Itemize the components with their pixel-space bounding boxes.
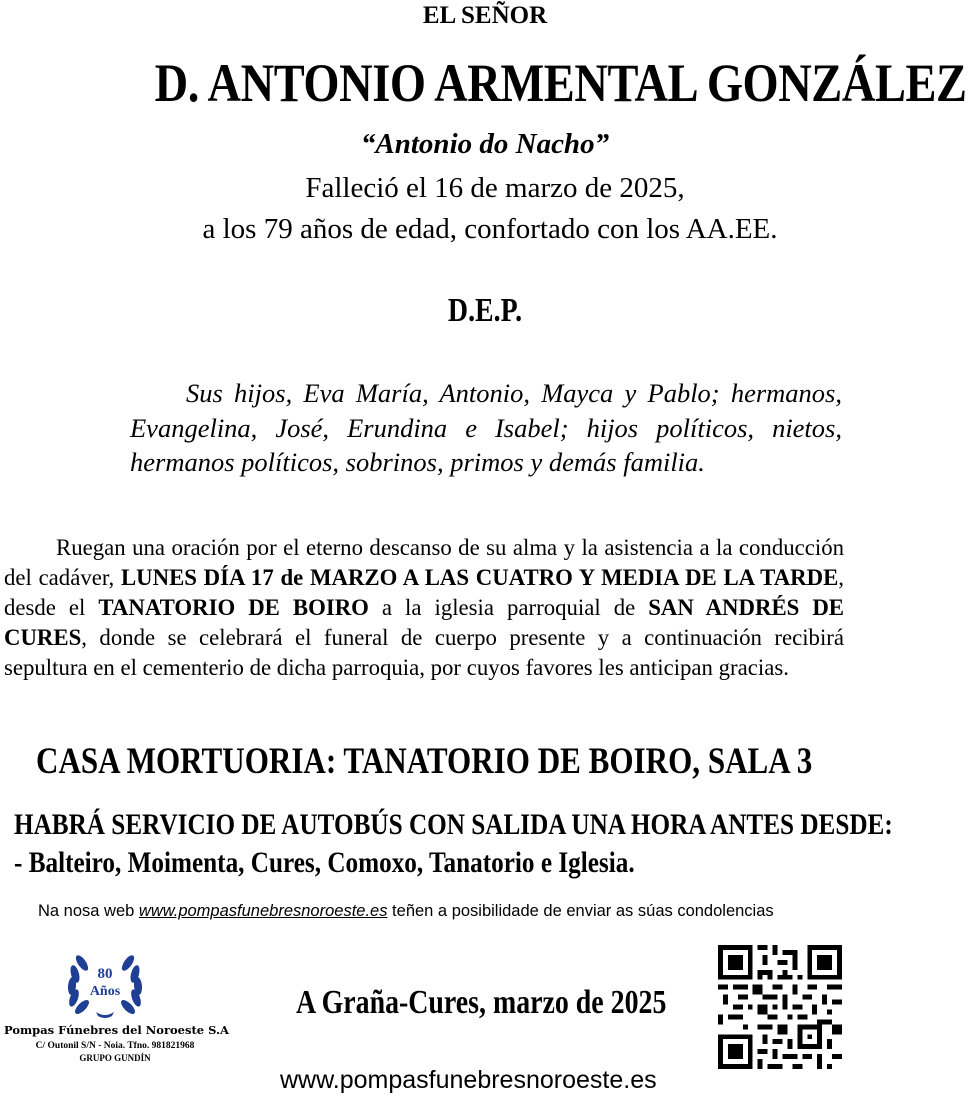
deceased-nickname: “Antonio do Nacho” xyxy=(360,128,610,160)
ceremony-text-1: Ruegan una oración por el eterno descanso de su alma y la asistencia a la conducción del cadáver, xyxy=(4,535,844,590)
death-age: a los 79 años de edad, confortado con los AA.EE. xyxy=(202,213,778,245)
logo-address: C/ Outonil S/N - Noia. Tfno. 981821968 xyxy=(35,1041,195,1051)
logo-group: GRUPO GUNDÍN xyxy=(79,1053,151,1063)
place-and-date: A Graña-Cures, marzo de 2025 xyxy=(296,984,667,1021)
family-list: Sus hijos, Eva María, Antonio, Mayca y Pablo; hermanos, Evangelina, José, Erundina e Isabel; hijos políticos, nietos, hermanos políticos, sobrinos, primos y demás familia. xyxy=(130,378,842,477)
dep-heading: D.E.P. xyxy=(447,292,523,329)
logo-badge-word: Años xyxy=(89,984,121,999)
ceremony-text-3: a la iglesia parroquial de xyxy=(368,595,649,620)
ceremony-paragraph xyxy=(4,533,844,683)
bus-service-heading: HABRÁ SERVICIO DE AUTOBÚS CON SALIDA UNA HORA ANTES DESDE: xyxy=(14,808,893,841)
qr-code-icon[interactable] xyxy=(718,944,842,1070)
logo-company-name: Pompas Fúnebres del Noroeste S.A xyxy=(4,1023,229,1037)
title-el-senor: EL SEÑOR xyxy=(422,2,548,29)
bus-stops: - Balteiro, Moimenta, Cures, Comoxo, Tanatorio e Iglesia. xyxy=(14,846,635,879)
ceremony-text-4: , donde se celebrará el funeral de cuerpo presente y a continuación recibirá sepultura en el cementerio de dicha parroquia, por cuyos favores les anticipan gracias. xyxy=(4,625,844,680)
web-note-prefix: Na nosa web xyxy=(38,902,139,920)
deceased-name: D. ANTONIO ARMENTAL GONZÁLEZ xyxy=(154,53,967,113)
footer-website[interactable]: www.pompasfunebresnoroeste.es xyxy=(280,1066,657,1094)
logo-badge-number: 80 xyxy=(97,966,113,982)
ceremony-origin: TANATORIO DE BOIRO xyxy=(98,595,369,620)
casa-mortuoria: CASA MORTUORIA: TANATORIO DE BOIRO, SALA 3 xyxy=(36,741,813,782)
web-condolences-note xyxy=(38,902,838,921)
ceremony-text-2: , desde el xyxy=(4,565,844,620)
death-date: Falleció el 16 de marzo de 2025, xyxy=(305,172,685,204)
ceremony-date-time: LUNES DÍA 17 de MARZO A LAS CUATRO Y MEDIA DE LA TARDE xyxy=(120,565,839,590)
website-link[interactable]: www.pompasfunebresnoroeste.es xyxy=(138,902,388,920)
ceremony-church: SAN ANDRÉS DE CURES xyxy=(4,595,845,650)
web-note-suffix: teñen a posibilidade de enviar as súas condolencias xyxy=(387,902,774,920)
